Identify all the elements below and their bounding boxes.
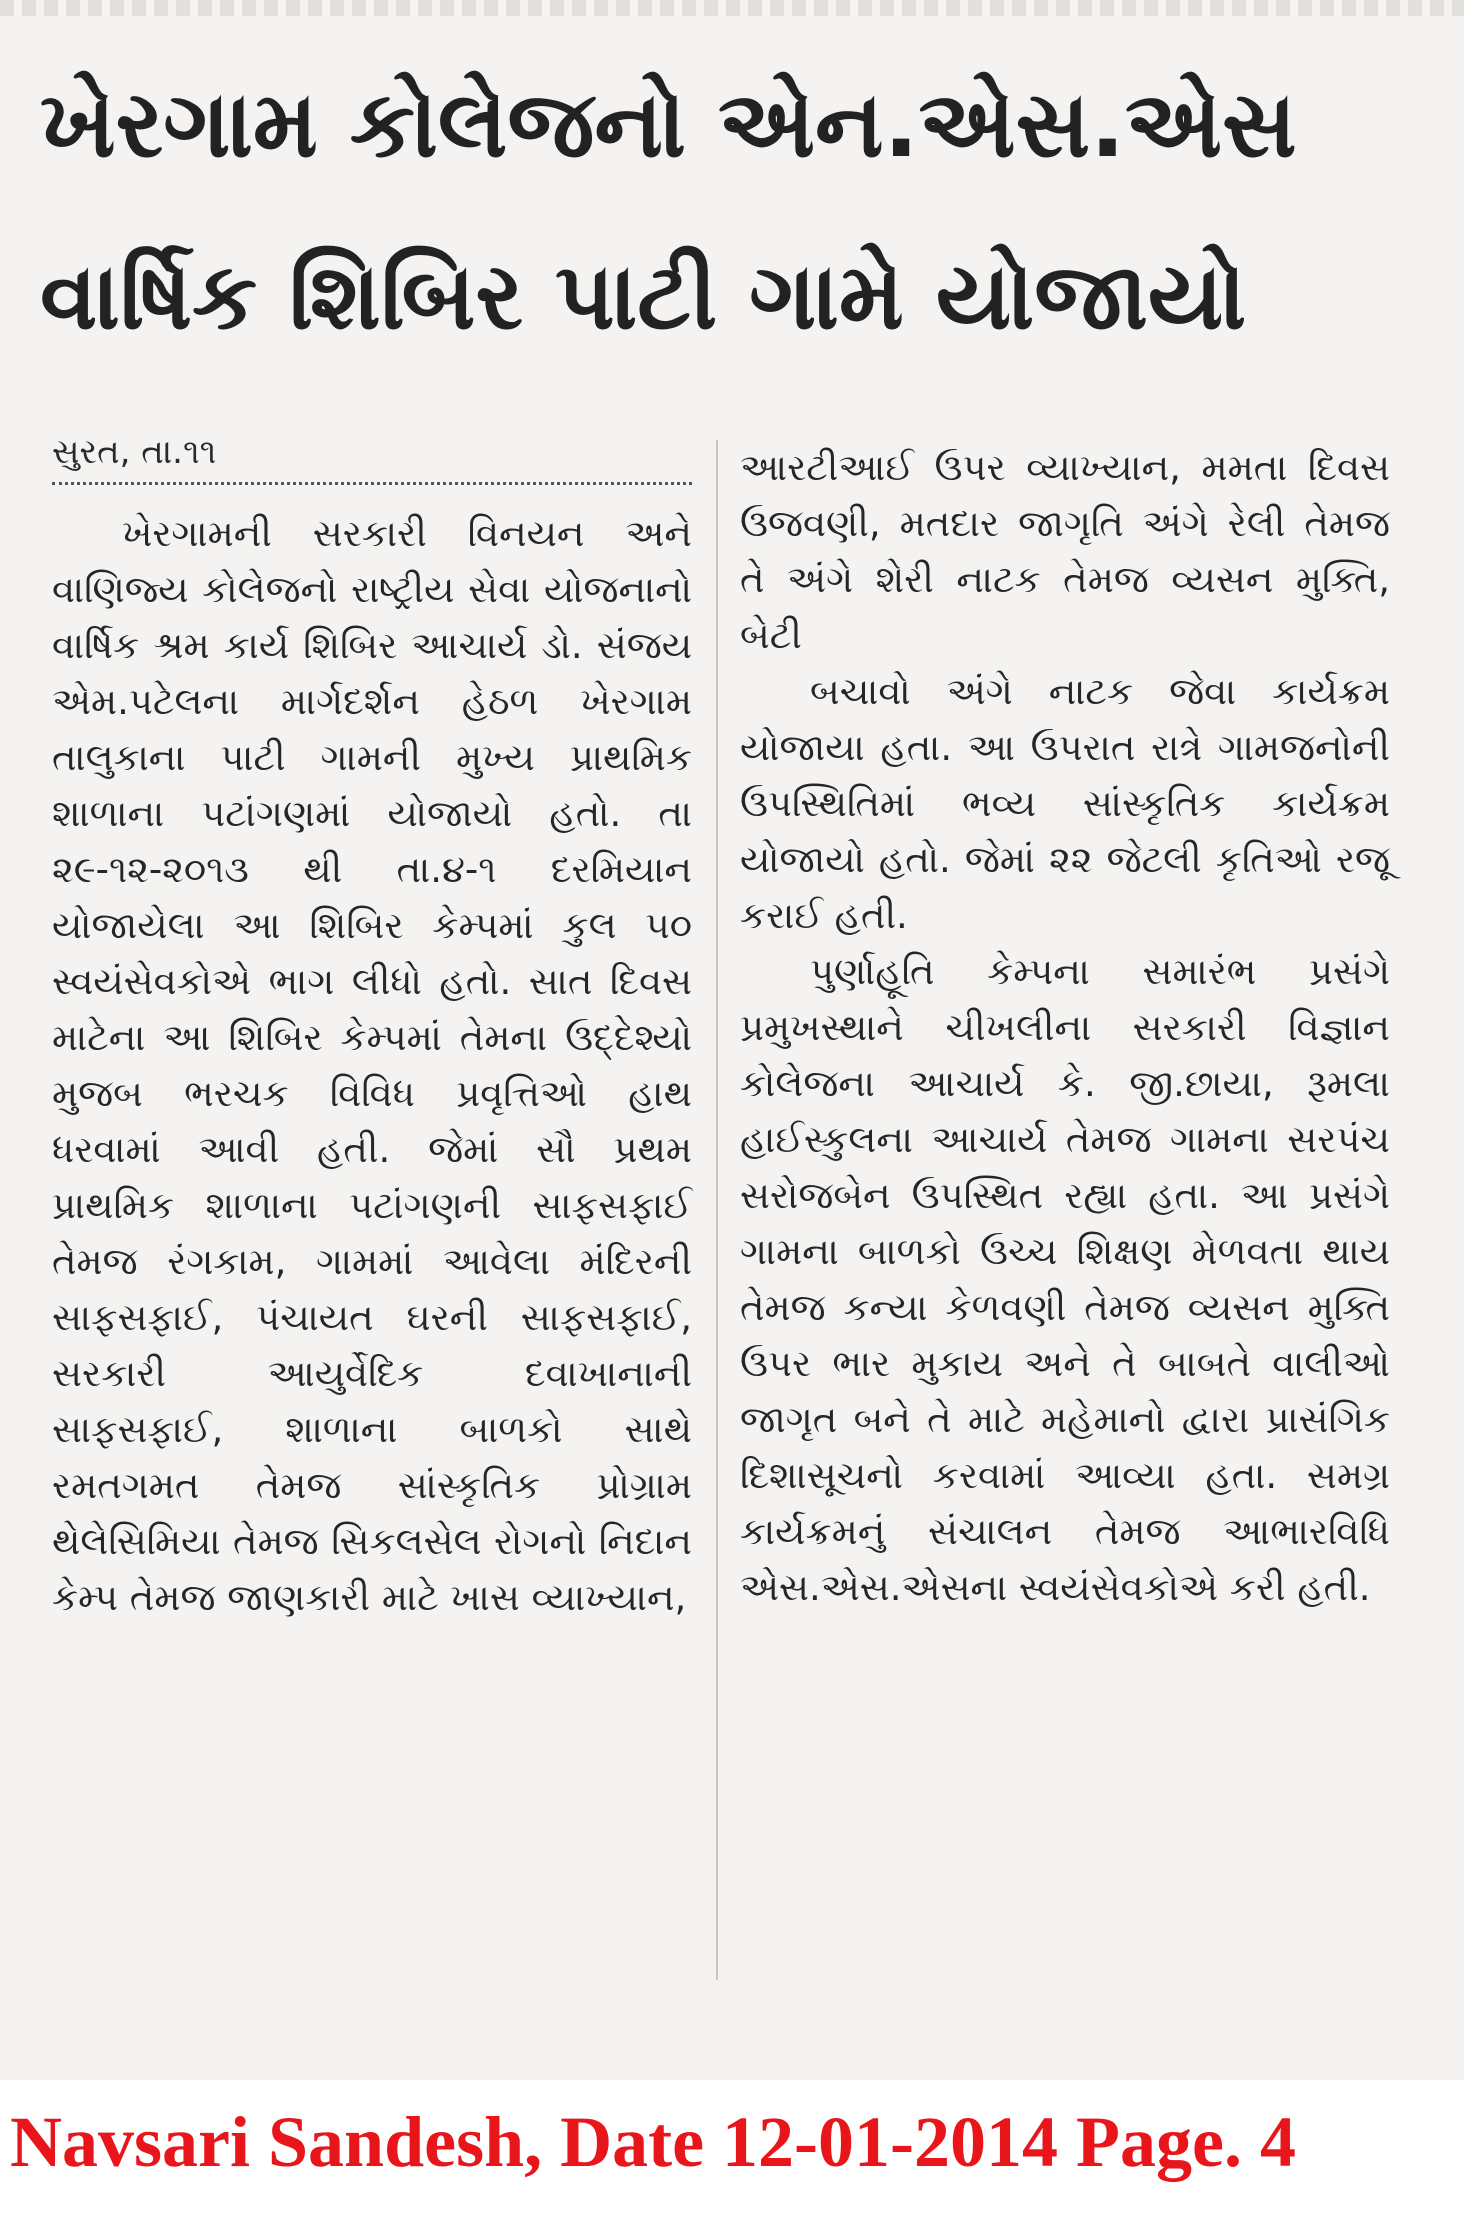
article-column-left [52, 506, 692, 1626]
right-paragraph-1: આરટીઆઈ ઉપર વ્યાખ્યાન, મમતા દિવસ ઉજવણી, મતદાર જાગૃતિ અંગે રેલી તેમજ તે અંગે શેરી નાટક તેમજ વ્યસન મુક્તિ, બેટી [740, 446, 1390, 657]
headline-line-1: ખેરગામ કોલેજનો એન.એસ.એસ [40, 71, 1297, 178]
dateline-divider [52, 482, 692, 485]
left-paragraph-1: ખેરગામની સરકારી વિનયન અને વાણિજ્ય કોલેજનો રાષ્ટ્રીય સેવા યોજનાનો વાર્ષિક શ્રમ કાર્ય શિબિર આચાર્ય ડો. સંજય એમ.પટેલના માર્ગદર્શન હેઠળ ખેરગામ તાલુકાના પાટી ગામની મુખ્ય પ્રાથમિક શાળાના પટાંગણમાં યોજાયો હતો. તા ૨૯-૧૨-૨૦૧૩ થી તા.૪-૧ દરમિયાન યોજાયેલા આ શિબિર કેમ્પમાં કુલ ૫૦ સ્વયંસેવકોએ ભાગ લીધો હતો. સાત દિવસ માટેના આ શિબિર કેમ્પમાં તેમના ઉદ્દેશ્યો મુજબ ભરચક વિવિધ પ્રવૃત્તિઓ હાથ ધરવામાં આવી હતી. જેમાં સૌ પ્રથમ પ્રાથમિક શાળાના પટાંગણની સાફસફાઈ તેમજ રંગકામ, ગામમાં આવેલા મંદિરની સાફસફાઈ, પંચાયત ઘરની સાફસફાઈ, સરકારી આયુર્વેદિક દવાખાનાની સાફસફાઈ, શાળાના બાળકો સાથે રમતગમત તેમજ સાંસ્કૃતિક પ્રોગ્રામ થેલેસિમિયા તેમજ સિકલસેલ રોગનો નિદાન કેમ્પ તેમજ જાણકારી માટે ખાસ વ્યાખ્યાન, [52, 512, 692, 1619]
column-divider [716, 440, 718, 1980]
article-column-right [740, 440, 1390, 1616]
source-credit: Navsari Sandesh, Date 12-01-2014 Page. 4 [10, 2102, 1296, 2182]
dateline: સુરત, તા.૧૧ [52, 432, 217, 472]
headline-line-2: વાર્ષિક શિબિર પાટી ગામે યોજાયો [40, 243, 1247, 350]
header-rule [0, 0, 1464, 16]
right-paragraph-2: બચાવો અંગે નાટક જેવા કાર્યક્રમ યોજાયા હતા. આ ઉપરાત રાત્રે ગામજનોની ઉપસ્થિતિમાં ભવ્ય સાંસ્કૃતિક કાર્યક્રમ યોજાયો હતો. જેમાં ૨૨ જેટલી કૃતિઓ રજૂ કરાઈ હતી. [740, 670, 1390, 937]
right-paragraph-3: પુર્ણાહૂતિ કેમ્પના સમારંભ પ્રસંગે પ્રમુખસ્થાને ચીખલીના સરકારી વિજ્ઞાન કોલેજના આચાર્ય કે. જી.છાયા, રૂમલા હાઈસ્કુલના આચાર્ય તેમજ ગામના સરપંચ સરોજબેન ઉપસ્થિત રહ્યા હતા. આ પ્રસંગે ગામના બાળકો ઉચ્ચ શિક્ષણ મેળવતા થાય તેમજ કન્યા કેળવણી તેમજ વ્યસન મુક્તિ ઉપર ભાર મુકાય અને તે બાબતે વાલીઓ જાગૃત બને તે માટે મહેમાનો દ્વારા પ્રાસંગિક દિશાસૂચનો કરવામાં આવ્યા હતા. સમગ્ર કાર્યક્રમનું સંચાલન તેમજ આભારવિધિ એસ.એસ.એસના સ્વયંસેવકોએ કરી હતી. [740, 950, 1390, 1609]
